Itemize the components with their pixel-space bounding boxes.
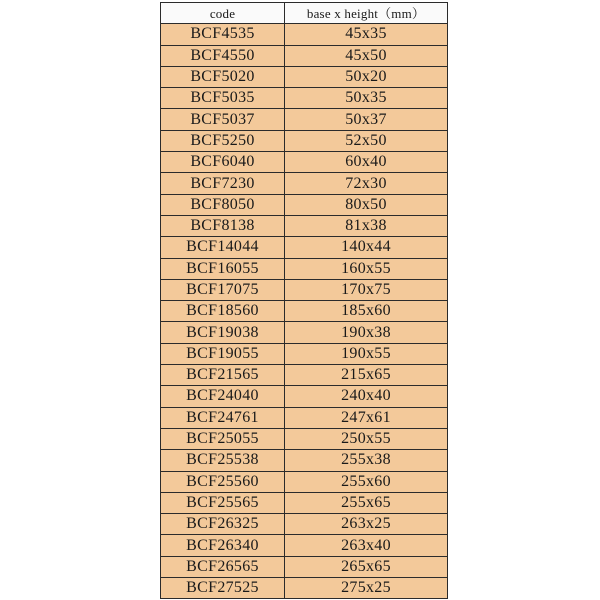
code-cell: BCF16055 [161, 258, 285, 279]
code-cell: BCF5037 [161, 109, 285, 130]
table-row [161, 215, 448, 236]
dimensions-cell: 190x38 [285, 322, 448, 343]
table-row [161, 152, 448, 173]
code-cell: BCF5020 [161, 66, 285, 87]
table-row [161, 535, 448, 556]
code-column-header: code [161, 3, 285, 24]
dimensions-cell: 255x38 [285, 450, 448, 471]
code-cell: BCF24040 [161, 386, 285, 407]
table-row [161, 258, 448, 279]
code-cell: BCF19038 [161, 322, 285, 343]
code-cell: BCF4550 [161, 45, 285, 66]
code-cell: BCF26565 [161, 556, 285, 577]
header-row [161, 3, 448, 24]
code-cell: BCF25560 [161, 471, 285, 492]
table-row [161, 514, 448, 535]
table-row [161, 343, 448, 364]
code-cell: BCF18560 [161, 301, 285, 322]
code-cell: BCF19055 [161, 343, 285, 364]
dimensions-cell: 247x61 [285, 407, 448, 428]
table-row [161, 365, 448, 386]
dimensions-cell: 190x55 [285, 343, 448, 364]
dimensions-cell: 170x75 [285, 279, 448, 300]
dimensions-cell: 60x40 [285, 152, 448, 173]
dimensions-cell: 52x50 [285, 130, 448, 151]
dimensions-cell: 140x44 [285, 237, 448, 258]
dimensions-cell: 240x40 [285, 386, 448, 407]
dimensions-cell: 275x25 [285, 578, 448, 599]
table-row [161, 237, 448, 258]
table-row [161, 130, 448, 151]
code-cell: BCF26340 [161, 535, 285, 556]
table-row [161, 301, 448, 322]
table-row [161, 471, 448, 492]
table-row [161, 450, 448, 471]
code-cell: BCF27525 [161, 578, 285, 599]
table-row [161, 578, 448, 599]
table-body [161, 24, 448, 599]
dimensions-cell: 185x60 [285, 301, 448, 322]
code-cell: BCF25538 [161, 450, 285, 471]
code-cell: BCF5035 [161, 88, 285, 109]
code-cell: BCF26325 [161, 514, 285, 535]
code-cell: BCF4535 [161, 24, 285, 45]
dimensions-cell: 50x37 [285, 109, 448, 130]
code-cell: BCF25055 [161, 428, 285, 449]
dimensions-cell: 255x60 [285, 471, 448, 492]
table-row [161, 66, 448, 87]
code-cell: BCF6040 [161, 152, 285, 173]
table-row [161, 45, 448, 66]
code-cell: BCF7230 [161, 173, 285, 194]
size-table [160, 2, 448, 599]
table-row [161, 428, 448, 449]
table-row [161, 556, 448, 577]
dimensions-cell: 255x65 [285, 492, 448, 513]
table-row [161, 194, 448, 215]
dimensions-cell: 160x55 [285, 258, 448, 279]
table-row [161, 109, 448, 130]
table-row [161, 24, 448, 45]
dimensions-cell: 263x40 [285, 535, 448, 556]
dimensions-cell: 81x38 [285, 215, 448, 236]
code-cell: BCF5250 [161, 130, 285, 151]
code-cell: BCF14044 [161, 237, 285, 258]
dimensions-cell: 50x35 [285, 88, 448, 109]
code-cell: BCF8138 [161, 215, 285, 236]
code-cell: BCF24761 [161, 407, 285, 428]
table-row [161, 492, 448, 513]
code-cell: BCF17075 [161, 279, 285, 300]
dimensions-cell: 80x50 [285, 194, 448, 215]
table-row [161, 173, 448, 194]
size-table-container [160, 2, 447, 599]
table-row [161, 322, 448, 343]
code-cell: BCF8050 [161, 194, 285, 215]
dimensions-cell: 263x25 [285, 514, 448, 535]
dimensions-cell: 72x30 [285, 173, 448, 194]
dimensions-cell: 45x50 [285, 45, 448, 66]
dimensions-cell: 45x35 [285, 24, 448, 45]
table-row [161, 279, 448, 300]
table-row [161, 386, 448, 407]
table-row [161, 88, 448, 109]
dimensions-cell: 265x65 [285, 556, 448, 577]
dimensions-cell: 250x55 [285, 428, 448, 449]
dimensions-column-header: base x height（mm） [285, 3, 448, 24]
table-row [161, 407, 448, 428]
dimensions-cell: 215x65 [285, 365, 448, 386]
dimensions-cell: 50x20 [285, 66, 448, 87]
code-cell: BCF25565 [161, 492, 285, 513]
code-cell: BCF21565 [161, 365, 285, 386]
